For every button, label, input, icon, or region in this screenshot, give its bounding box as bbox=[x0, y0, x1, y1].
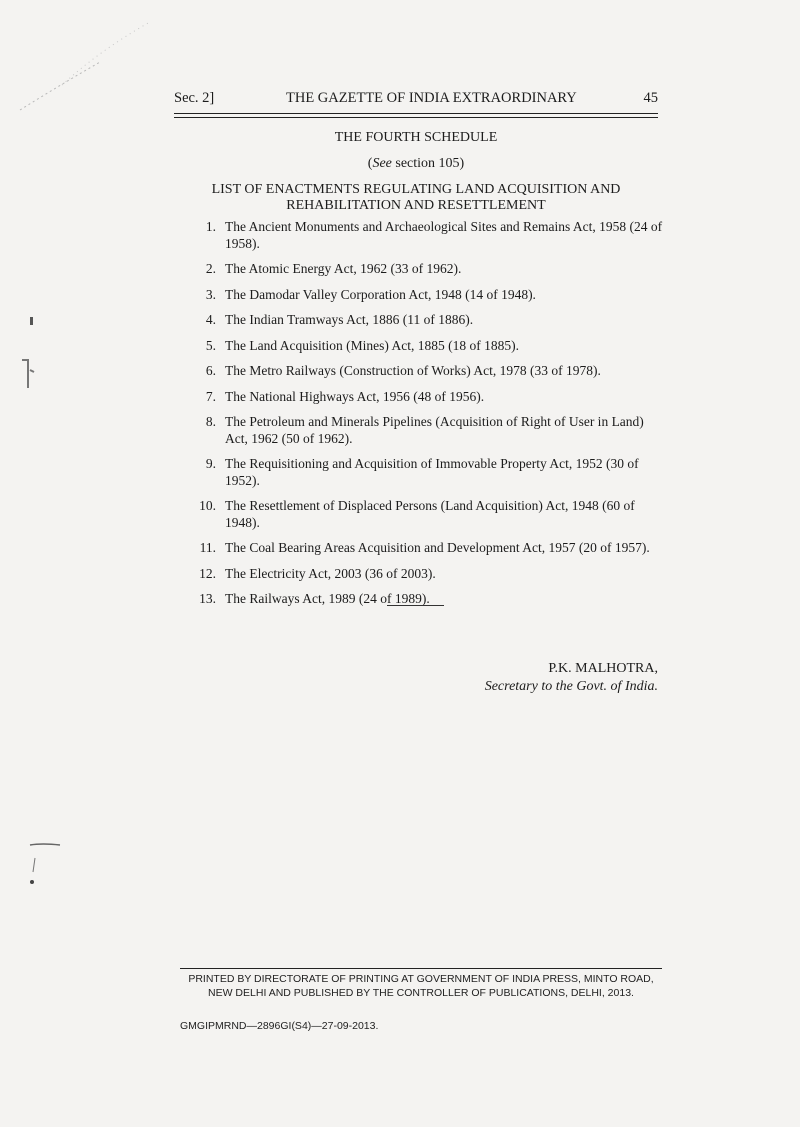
item-number: 6. bbox=[205, 363, 216, 378]
list-item bbox=[196, 566, 666, 583]
item-number: 1. bbox=[205, 219, 216, 234]
header-rule-bottom bbox=[174, 117, 658, 118]
item-text: The National Highways Act, 1956 (48 of 1956). bbox=[225, 388, 485, 404]
item-number: 12. bbox=[199, 565, 216, 581]
item-text: The Petroleum and Minerals Pipelines (Acquisition of Right of User in Land) Act, 1962 (50 of 1962). bbox=[225, 414, 644, 446]
list-item bbox=[196, 312, 666, 329]
item-text: The Electricity Act, 2003 (36 of 2003). bbox=[225, 565, 436, 581]
scan-smudge bbox=[20, 62, 100, 110]
signatory-title: Secretary to the Govt. of India. bbox=[484, 679, 658, 694]
gazette-title: THE GAZETTE OF INDIA EXTRAORDINARY bbox=[286, 90, 577, 106]
item-text: The Railways Act, 1989 (24 of 1989). bbox=[225, 591, 430, 606]
list-item bbox=[196, 498, 666, 531]
item-number: 13. bbox=[199, 591, 216, 606]
section-divider bbox=[387, 605, 444, 606]
item-number: 7. bbox=[205, 388, 216, 404]
list-item bbox=[196, 389, 666, 406]
printer-imprint bbox=[180, 972, 662, 1000]
item-number: 10. bbox=[199, 498, 216, 513]
list-item bbox=[196, 287, 666, 304]
item-number: 9. bbox=[205, 456, 216, 471]
item-number: 4. bbox=[205, 312, 216, 327]
list-item bbox=[196, 414, 666, 447]
item-number: 5. bbox=[205, 337, 216, 353]
binding-hole-mark bbox=[22, 360, 34, 388]
list-title bbox=[174, 182, 658, 214]
item-text: The Resettlement of Displaced Persons (Land Acquisition) Act, 1948 (60 of 1948). bbox=[225, 498, 635, 530]
binding-hole-mark bbox=[30, 844, 60, 845]
imprint-line-1: PRINTED BY DIRECTORATE OF PRINTING AT GOVERNMENT OF INDIA PRESS, MINTO ROAD, bbox=[188, 973, 654, 985]
item-text: The Metro Railways (Construction of Works) Act, 1978 (33 of 1978). bbox=[225, 363, 601, 378]
item-number: 11. bbox=[199, 540, 216, 555]
list-item bbox=[196, 219, 666, 252]
item-text: The Damodar Valley Corporation Act, 1948 (14 of 1948). bbox=[225, 286, 536, 302]
item-number: 2. bbox=[205, 261, 216, 276]
list-item bbox=[196, 540, 666, 557]
schedule-title: THE FOURTH SCHEDULE bbox=[334, 130, 498, 145]
enactments-list bbox=[196, 219, 666, 617]
item-text: The Atomic Energy Act, 1962 (33 of 1962). bbox=[225, 261, 462, 276]
scan-smudge bbox=[62, 22, 150, 85]
see-word: See bbox=[372, 156, 392, 171]
list-item bbox=[196, 261, 666, 278]
see-section-text: section 105) bbox=[391, 156, 465, 171]
item-text: The Indian Tramways Act, 1886 (11 of 1886). bbox=[225, 312, 474, 327]
page-header bbox=[174, 90, 658, 112]
item-text: The Ancient Monuments and Archaeological Sites and Remains Act, 1958 (24 of 1958). bbox=[225, 219, 663, 251]
binding-hole-mark bbox=[30, 317, 33, 325]
binding-hole-mark bbox=[30, 880, 34, 884]
page-number: 45 bbox=[643, 90, 658, 106]
signatory-name: P.K. MALHOTRA, bbox=[548, 661, 658, 676]
footer-rule bbox=[180, 968, 662, 969]
list-title-line-2: REHABILITATION AND RESETTLEMENT bbox=[286, 198, 546, 213]
binding-hole-mark bbox=[33, 858, 35, 872]
item-text: The Land Acquisition (Mines) Act, 1885 (18 of 1885). bbox=[225, 337, 519, 353]
list-item bbox=[196, 363, 666, 380]
print-code: GMGIPMRND—2896GI(S4)—27-09-2013. bbox=[180, 1020, 379, 1032]
item-text: The Coal Bearing Areas Acquisition and Development Act, 1957 (20 of 1957). bbox=[225, 540, 650, 555]
imprint-line-2: NEW DELHI AND PUBLISHED BY THE CONTROLLER OF PUBLICATIONS, DELHI, 2013. bbox=[208, 987, 634, 999]
header-rule-top bbox=[174, 113, 658, 114]
section-label: Sec. 2] bbox=[174, 90, 215, 106]
item-number: 3. bbox=[205, 286, 216, 302]
list-item bbox=[196, 338, 666, 355]
item-number: 8. bbox=[205, 414, 216, 429]
item-text: The Requisitioning and Acquisition of Immovable Property Act, 1952 (30 of 1952). bbox=[225, 456, 639, 488]
see-section-reference: (See section 105) bbox=[367, 156, 465, 171]
list-title-line-1: LIST OF ENACTMENTS REGULATING LAND ACQUISITION AND bbox=[211, 182, 621, 197]
list-item bbox=[196, 456, 666, 489]
